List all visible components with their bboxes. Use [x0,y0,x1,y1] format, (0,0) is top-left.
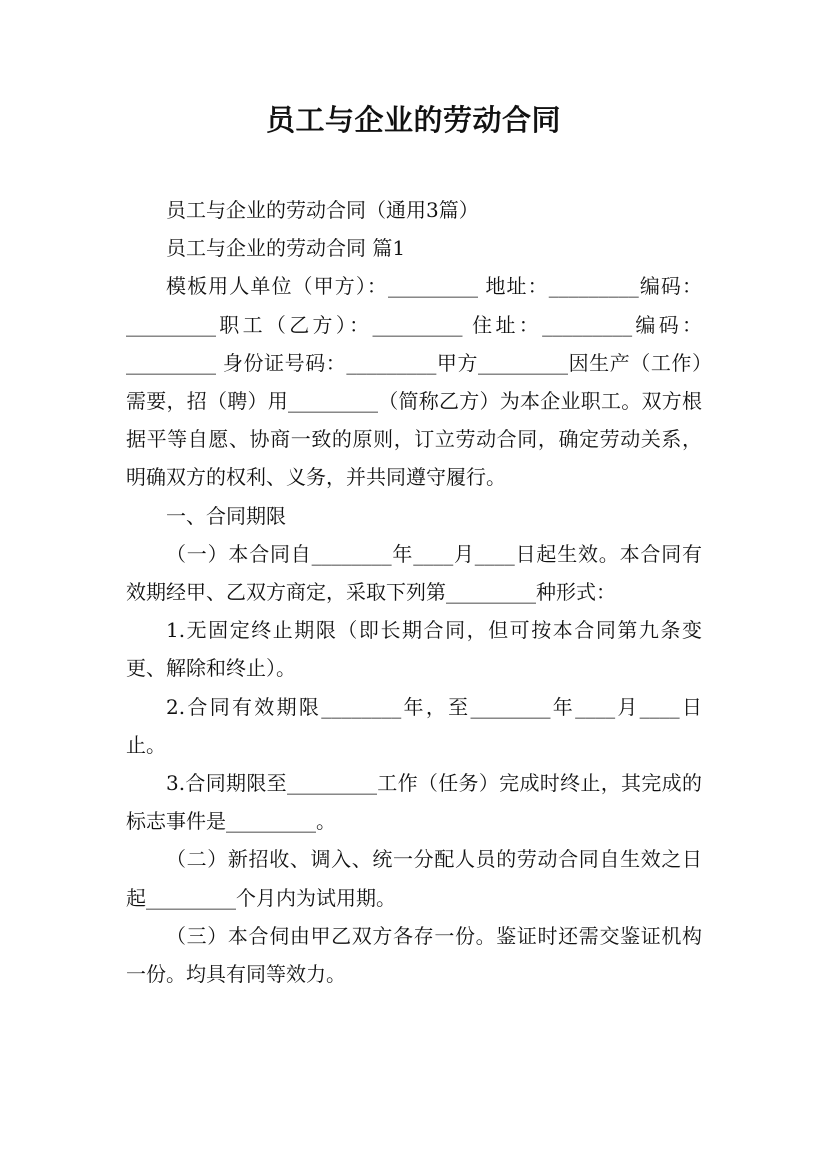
subtitle-paragraph: 员工与企业的劳动合同（通用3篇） [166,198,479,222]
clause-paragraph-6: （三）本合伺由甲乙双方各存一份。鉴证时还需交鉴证机构一份。均具有同等效力。 [126,923,702,987]
section-heading-paragraph: 员工与企业的劳动合同 篇1 [166,236,406,261]
document-body [126,191,702,993]
document-title: 员工与企业的劳动合同 [265,103,561,137]
clause-paragraph-2: 1.无固定终止期限（即长期合同，但可按本合同第九条变更、解除和终止）。 [126,618,702,681]
clause-paragraph-1: （一）本合同自________年____月____日起生效。本合同有效期经甲、乙双方商定，采取下列第_________种形式： [126,541,702,605]
clause-paragraph-3: 2.合同有效期限________年，至________年____月____日止。 [126,694,702,757]
parties-paragraph: 模板用人单位（甲方）：_________ 地址：_________编码：_________职工（乙方）：_________ 住址：_________编码：_________ 身份证号码：_________甲方_________因生产（工作）需要，招（聘）用_________（简称乙方）为本企业职工。双方根据平等自愿、协商一致的原则，订立劳动合同，确定劳动关系，明确双方的权利、义务，并共同遵守履行。 [126,274,702,490]
clause-paragraph-5: （二）新招收、调入、统一分配人员的劳动合同自生效之日起_________个月内为试用期。 [126,847,702,910]
clause-paragraph-4: 3.合同期限至_________工作（任务）完成时终止，其完成的标志事件是_________。 [126,771,702,834]
clause-heading-term: 一、合同期限 [166,503,286,528]
